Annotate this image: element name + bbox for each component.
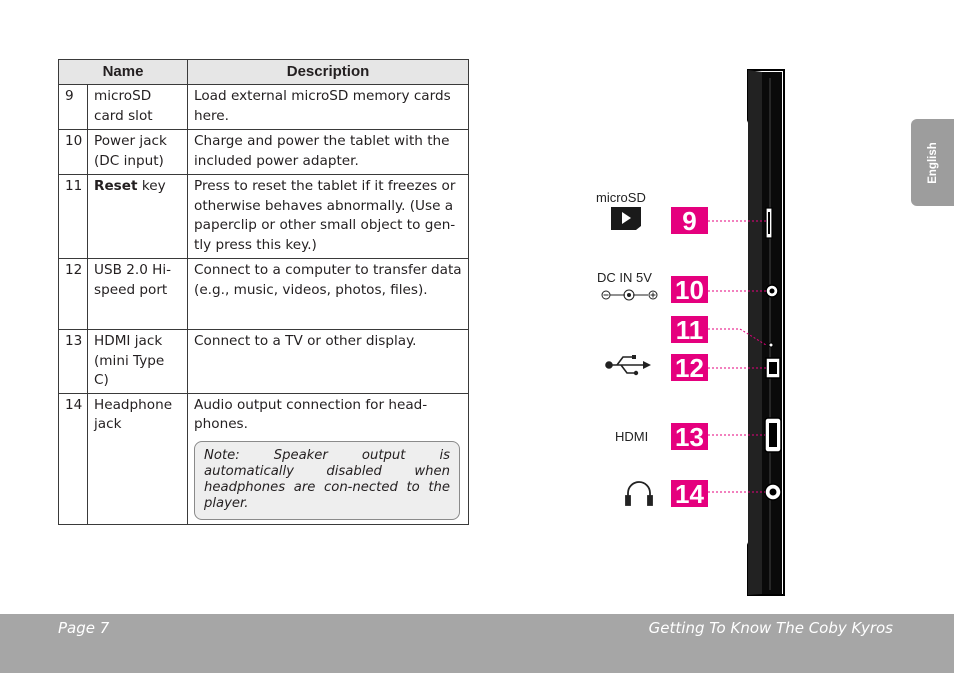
row-number: 10	[59, 130, 88, 175]
badge-9	[671, 206, 708, 236]
tablet-body	[748, 70, 784, 595]
port-microsd-slot	[766, 208, 772, 238]
label-hdmi: HDMI	[615, 429, 649, 444]
note-box: Note: Speaker output is automatically disabled when headphones are con-nected to the player.	[194, 441, 460, 520]
row-feature: Headphone jack	[88, 393, 188, 524]
row-description: Connect to a TV or other display.	[188, 330, 469, 394]
row-description: Connect to a computer to transfer data (e.g., music, videos, photos, files).	[188, 259, 469, 330]
port-dc-jack	[766, 285, 778, 297]
reset-bold: Reset	[94, 178, 138, 194]
badge-number: 13	[675, 422, 704, 452]
page-number: Page 7	[58, 619, 110, 637]
page-footer	[0, 614, 954, 673]
dc-polarity-icon	[602, 290, 657, 300]
port-reset-hole	[769, 343, 773, 347]
badge-13	[671, 422, 708, 452]
usb-icon	[606, 355, 651, 375]
badge-number: 11	[675, 315, 704, 345]
row-description: Load external microSD memory cards here.	[188, 85, 469, 130]
row-description: Charge and power the tablet with the included power adapter.	[188, 130, 469, 175]
badge-number: 12	[675, 353, 704, 383]
badge-11	[671, 315, 708, 345]
row-number: 9	[59, 85, 88, 130]
chapter-title: Getting To Know The Coby Kyros	[648, 619, 893, 637]
language-tab	[911, 119, 954, 206]
row-feature: microSD card slot	[88, 85, 188, 130]
label-microsd: microSD	[596, 190, 646, 205]
badge-14	[671, 479, 708, 509]
port-hdmi	[765, 418, 781, 452]
badge-number: 10	[675, 275, 704, 305]
port-headphone	[765, 484, 781, 500]
badge-12	[671, 353, 708, 383]
header-name: Name	[59, 60, 188, 85]
row-feature: Power jack (DC input)	[88, 130, 188, 175]
row-number: 11	[59, 175, 88, 259]
headphone-icon	[626, 482, 652, 505]
microsd-card-icon	[611, 207, 641, 230]
row-description-text: Audio output connection for head-phones.	[194, 396, 428, 432]
badge-number: 14	[675, 479, 704, 509]
badge-10	[671, 275, 708, 305]
row-description: Press to reset the tablet if it freezes or otherwise behaves abnormally. (Use a paperclip or other small object to gen-tly press this key.)	[188, 175, 469, 259]
row-feature: USB 2.0 Hi-speed port	[88, 259, 188, 330]
port-usb	[766, 358, 780, 378]
badge-number: 9	[682, 206, 697, 236]
reset-rest: key	[137, 178, 166, 194]
language-tab-label: English	[926, 141, 939, 184]
label-dc-in: DC IN 5V	[597, 270, 652, 285]
row-feature: HDMI jack (mini Type C)	[88, 330, 188, 394]
row-number: 12	[59, 259, 88, 330]
row-number: 14	[59, 393, 88, 524]
header-description: Description	[188, 60, 469, 85]
row-number: 13	[59, 330, 88, 394]
